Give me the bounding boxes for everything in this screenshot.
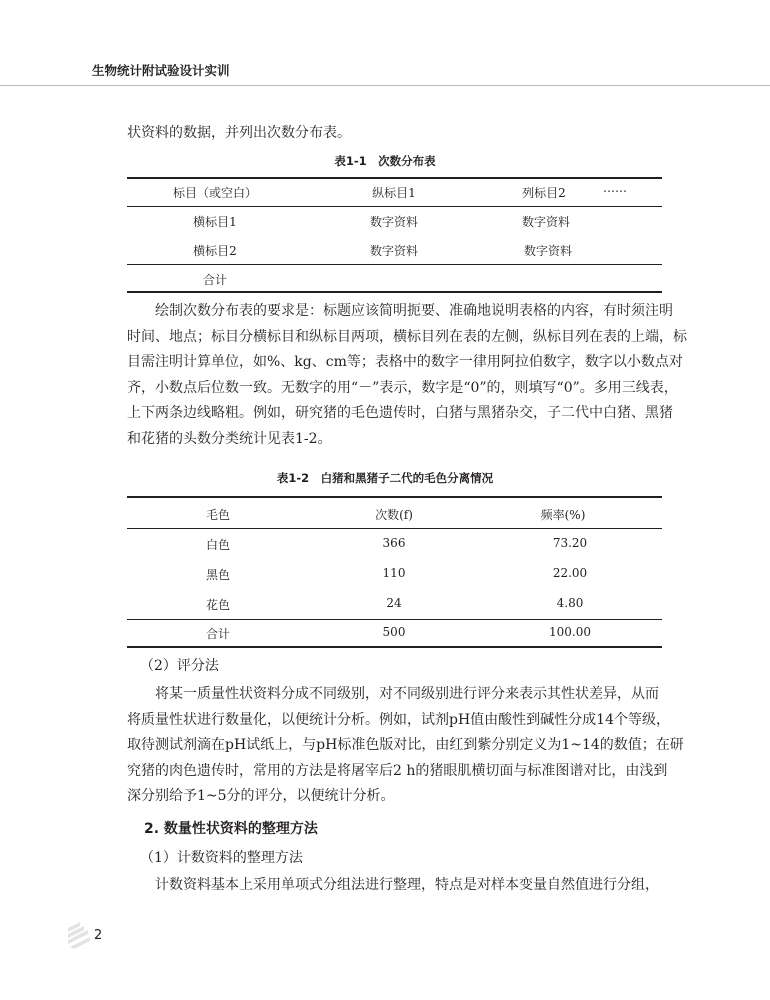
table2-cell: 花色 [205,598,231,612]
table2-total-cell: 合计 [205,627,231,641]
paragraph-line: 究猪的肉色遗传时，常用的方法是将屠宰后2 h的猪眼肌横切面与标准图谱对比，由浅到 [127,763,668,779]
paragraph-line: 将某一质量性状资料分成不同级别，对不同级别进行评分来表示其性状差异，从而 [127,686,659,702]
table1-caption: 表1-1 次数分布表 [334,154,436,168]
table2-header-cell: 毛色 [205,508,231,522]
paragraph-line: 和花猪的头数分类统计见表1-2。 [127,431,332,447]
table1-header-cell: 列标目2 [522,186,566,200]
table2-total-rule [127,619,662,620]
table2-cell: 366 [382,536,406,550]
table2-bottom-rule [127,646,662,648]
table2-cell: 110 [382,566,406,580]
table2-cell: 24 [386,596,402,610]
table2-header-cell: 次数(f) [375,508,413,522]
paragraph-line: 取待测试剂滴在pH试纸上，与pH标准色版对比，由红到紫分别定义为1~14的数值；在研 [127,737,684,753]
table2-top-rule [127,496,662,498]
subheading-scoring: （2）评分法 [140,658,219,674]
intro-line: 状资料的数据，并列出次数分布表。 [127,125,351,141]
table2-header-rule [127,528,662,529]
paragraph-line: 将质量性状进行数量化，以便统计分析。例如，试剂pH值由酸性到碱性分成14个等级， [127,712,670,728]
table2-cell: 73.20 [552,536,588,550]
table1-cell: 数字资料 [521,215,571,229]
table1-total-rule [127,264,662,265]
table1-cell: 横标目1 [193,215,237,229]
table2-total-cell: 500 [382,625,406,639]
paragraph-line: 深分别给予1~5分的评分，以便统计分析。 [127,788,395,804]
section-heading: 2. 数量性状资料的整理方法 [144,821,318,837]
table1-cell: 横标目2 [193,244,237,258]
table1-header-cell: …… [603,181,627,195]
table1-bottom-rule [127,291,662,293]
subheading-count: （1）计数资料的整理方法 [140,850,303,866]
table1-header-cell: 标目（或空白） [172,186,258,200]
table2-cell: 4.80 [556,596,584,610]
running-head: 生物统计附试验设计实训 [92,63,230,78]
table2-cell: 黑色 [205,568,231,582]
page-corner-icon [66,920,94,950]
paragraph-line: 计数资料基本上采用单项式分组法进行整理，特点是对样本变量自然值进行分组， [127,877,659,893]
paragraph-line: 时间、地点；标目分横标目和纵标目两项，横标目列在表的左侧，纵标目列在表的上端，标 [127,329,687,345]
header-rule [0,85,770,86]
table2-header-cell: 频率(%) [540,508,586,522]
page-number: 2 [94,928,103,943]
paragraph-line: 上下两条边线略粗。例如，研究猪的毛色遗传时，白猪与黑猪杂交，子二代中白猪、黑猪 [127,405,673,421]
table1-cell: 数字资料 [523,244,573,258]
table1-header-cell: 纵标目1 [372,186,416,200]
table1-cell: 数字资料 [369,215,419,229]
table2-cell: 22.00 [552,566,588,580]
paragraph-line: 齐，小数点后位数一致。无数字的用“－”表示，数字是“0”的，则填写“0”。多用三线表， [127,380,678,396]
table1-top-rule [127,177,662,179]
table2-total-cell: 100.00 [549,625,591,639]
table2-caption: 表1-2 白猪和黑猪子二代的毛色分离情况 [276,471,494,485]
table1-cell: 合计 [202,273,228,287]
paragraph-line: 绘制次数分布表的要求是：标题应该简明扼要、准确地说明表格的内容，有时须注明 [127,303,673,319]
table1-header-rule [127,206,662,207]
table1-cell: 数字资料 [369,244,419,258]
table2-cell: 白色 [205,538,231,552]
paragraph-line: 目需注明计算单位，如%、kg、cm等；表格中的数字一律用阿拉伯数字，数字以小数点对 [127,354,683,370]
